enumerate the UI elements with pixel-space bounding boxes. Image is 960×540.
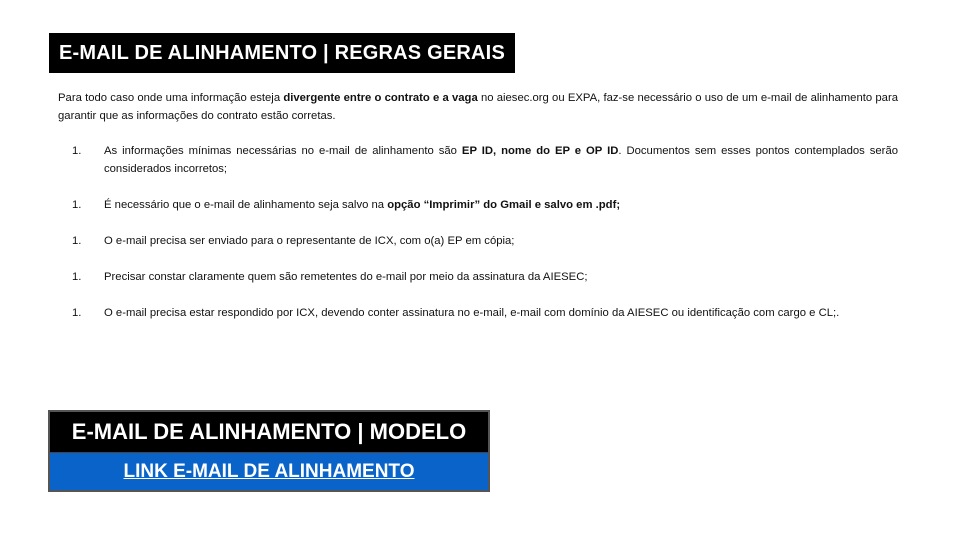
model-box xyxy=(48,410,490,492)
list-item xyxy=(72,142,898,178)
list-item-text xyxy=(104,142,898,178)
list-item-number: 1. xyxy=(72,199,82,211)
model-title: E-MAIL DE ALINHAMENTO | MODELO xyxy=(50,412,488,452)
list-item-text xyxy=(104,232,898,250)
alignment-email-link[interactable]: LINK E-MAIL DE ALINHAMENTO xyxy=(123,460,415,482)
list-item xyxy=(72,304,898,322)
list-item-number: 1. xyxy=(72,235,82,247)
list-item-number: 1. xyxy=(72,145,82,157)
list-item-text xyxy=(104,196,898,214)
intro-text-bold: divergente entre o contrato e a vaga xyxy=(283,92,478,104)
list-item-text-bold: EP ID, nome do EP e OP ID xyxy=(461,145,619,157)
list-item-text-start: As informações mínimas necessárias no e-mail de alinhamento são xyxy=(104,145,462,157)
list-item-number: 1. xyxy=(72,307,82,319)
intro-text-start: Para todo caso onde uma informação esteja xyxy=(58,92,284,104)
list-item-text-start: Precisar constar claramente quem são remetentes do e-mail por meio da assinatura da AIESEC; xyxy=(104,271,588,283)
intro-text-end: no aiesec.org ou EXPA, faz-se necessário o uso de um e-mail de alinhamento para garantir que as informações do contrato estão corretas. xyxy=(58,92,898,122)
list-item-number: 1. xyxy=(72,271,82,283)
list-item-text-start: O e-mail precisa estar respondido por ICX, devendo conter assinatura no e-mail, e-mail com domínio da AIESEC ou identificação com cargo e CL;. xyxy=(104,307,840,319)
list-item-text-end: . Documentos sem esses pontos contemplados serão considerados incorretos; xyxy=(104,145,899,175)
list-item xyxy=(72,232,898,250)
list-item xyxy=(72,268,898,286)
list-item-text xyxy=(104,268,898,286)
list-item-text-start: O e-mail precisa ser enviado para o representante de ICX, com o(a) EP em cópia; xyxy=(104,235,515,247)
list-item-text-start: É necessário que o e-mail de alinhamento seja salvo na xyxy=(104,199,388,211)
section-title: E-MAIL DE ALINHAMENTO | REGRAS GERAIS xyxy=(49,33,515,73)
intro-paragraph xyxy=(58,89,898,125)
list-item-text-bold: opção “Imprimir” do Gmail e salvo em .pdf; xyxy=(387,199,621,211)
list-item-text xyxy=(104,304,898,322)
list-item xyxy=(72,196,898,214)
rules-list xyxy=(72,142,898,340)
model-link-bar xyxy=(50,452,488,490)
